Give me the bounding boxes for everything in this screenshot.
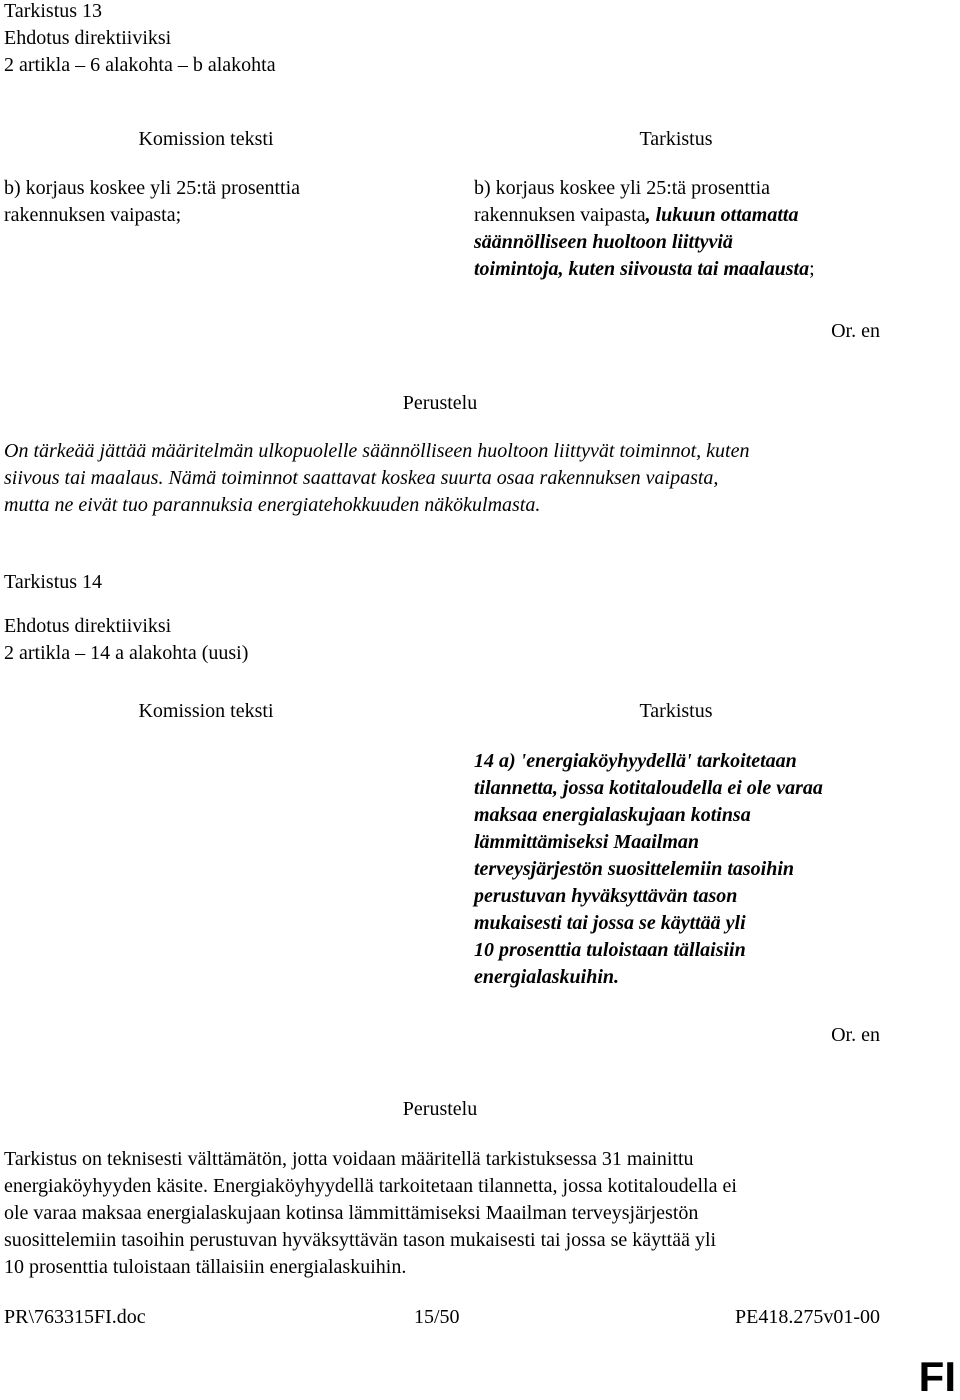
footer-pe-ref: PE418.275v01-00 [735, 1306, 880, 1328]
amendment-text-line: energialaskuihin. [474, 966, 620, 988]
proposal-label: Ehdotus direktiiviksi [4, 27, 172, 49]
amendment-text-heading: Tarkistus [639, 700, 713, 722]
original-language: Or. en [831, 1024, 880, 1046]
commission-text-line: b) korjaus koskee yli 25:tä prosenttia [4, 177, 301, 199]
amendment-text-line: perustuvan hyväksyttävän tason [474, 885, 738, 907]
amendment-text-line: mukaisesti tai jossa se käyttää yli [474, 912, 746, 934]
justification-line: On tärkeää jättää määritelmän ulkopuolelle säännölliseen huoltoon liittyvät toiminnot, kuten [4, 440, 750, 462]
justification-line: energiaköyhyyden käsite. Energiaköyhyydellä tarkoitetaan tilannetta, jossa kotitaloudella ei [4, 1175, 737, 1197]
amendment-emphasis: säännölliseen huoltoon liittyviä [474, 231, 733, 253]
commission-text [4, 175, 300, 229]
justification-line: suosittelemiin tasoihin perustuvan hyväksyttävän tason mukaisesti tai jossa se käyttää yli [4, 1229, 717, 1251]
amendment-title: Tarkistus 14 [4, 571, 103, 593]
amendment-text-line: maksaa energialaskujaan kotinsa [474, 804, 751, 826]
footer-doc-ref: PR\763315FI.doc [4, 1306, 146, 1328]
amendment-text-line [474, 202, 815, 229]
commission-text-heading: Komission teksti [138, 128, 274, 150]
amendment-text-line: 14 a) 'energiaköyhyydellä' tarkoitetaan [474, 750, 797, 772]
commission-text-line: rakennuksen vaipasta; [4, 204, 182, 226]
original-language: Or. en [831, 320, 880, 342]
amendment-text-line: lämmittämiseksi Maailman [474, 831, 700, 853]
justification-heading: Perustelu [402, 392, 478, 414]
language-mark: FI [918, 1353, 956, 1400]
commission-text-heading: Komission teksti [138, 700, 274, 722]
footer-page-number: 15/50 [414, 1306, 460, 1328]
amendment-text [474, 748, 823, 991]
article-reference: 2 artikla – 14 a alakohta (uusi) [4, 642, 249, 664]
justification-line: 10 prosenttia tuloistaan tällaisiin energialaskuihin. [4, 1256, 407, 1278]
justification-line: Tarkistus on teknisesti välttämätön, jotta voidaan määritellä tarkistuksessa 31 mainittu [4, 1148, 694, 1170]
justification-line: siivous tai maalaus. Nämä toiminnot saattavat koskea suurta osaa rakennuksen vaipasta, [4, 467, 719, 489]
proposal-label: Ehdotus direktiiviksi [4, 615, 172, 637]
amendment-emphasis: , lukuun ottamatta [645, 204, 799, 226]
amendment-text-heading: Tarkistus [639, 128, 713, 150]
justification-text [4, 1146, 737, 1281]
justification-heading: Perustelu [402, 1098, 478, 1120]
amendment-13-heading [4, 0, 276, 79]
amendment-text-line: tilannetta, jossa kotitaloudella ei ole varaa [474, 777, 823, 799]
article-reference: 2 artikla – 6 alakohta – b alakohta [4, 54, 276, 76]
amendment-14-heading [4, 569, 248, 667]
amendment-text-line: 10 prosenttia tuloistaan tällaisiin [474, 939, 746, 961]
amendment-plain-text: ; [809, 258, 815, 280]
amendment-plain-text: rakennuksen vaipasta [474, 204, 646, 226]
amendment-text-line: terveysjärjestön suosittelemiin tasoihin [474, 858, 795, 880]
amendment-text [474, 175, 815, 283]
amendment-text-line [474, 256, 815, 283]
amendment-emphasis: toimintoja, kuten siivousta tai maalausta [474, 258, 810, 280]
amendment-text-line: b) korjaus koskee yli 25:tä prosenttia [474, 177, 771, 199]
justification-text [4, 438, 749, 519]
amendment-title: Tarkistus 13 [4, 0, 103, 22]
justification-line: ole varaa maksaa energialaskujaan kotinsa lämmittämiseksi Maailman terveysjärjestön [4, 1202, 699, 1224]
justification-line: mutta ne eivät tuo parannuksia energiatehokkuuden näkökulmasta. [4, 494, 541, 516]
